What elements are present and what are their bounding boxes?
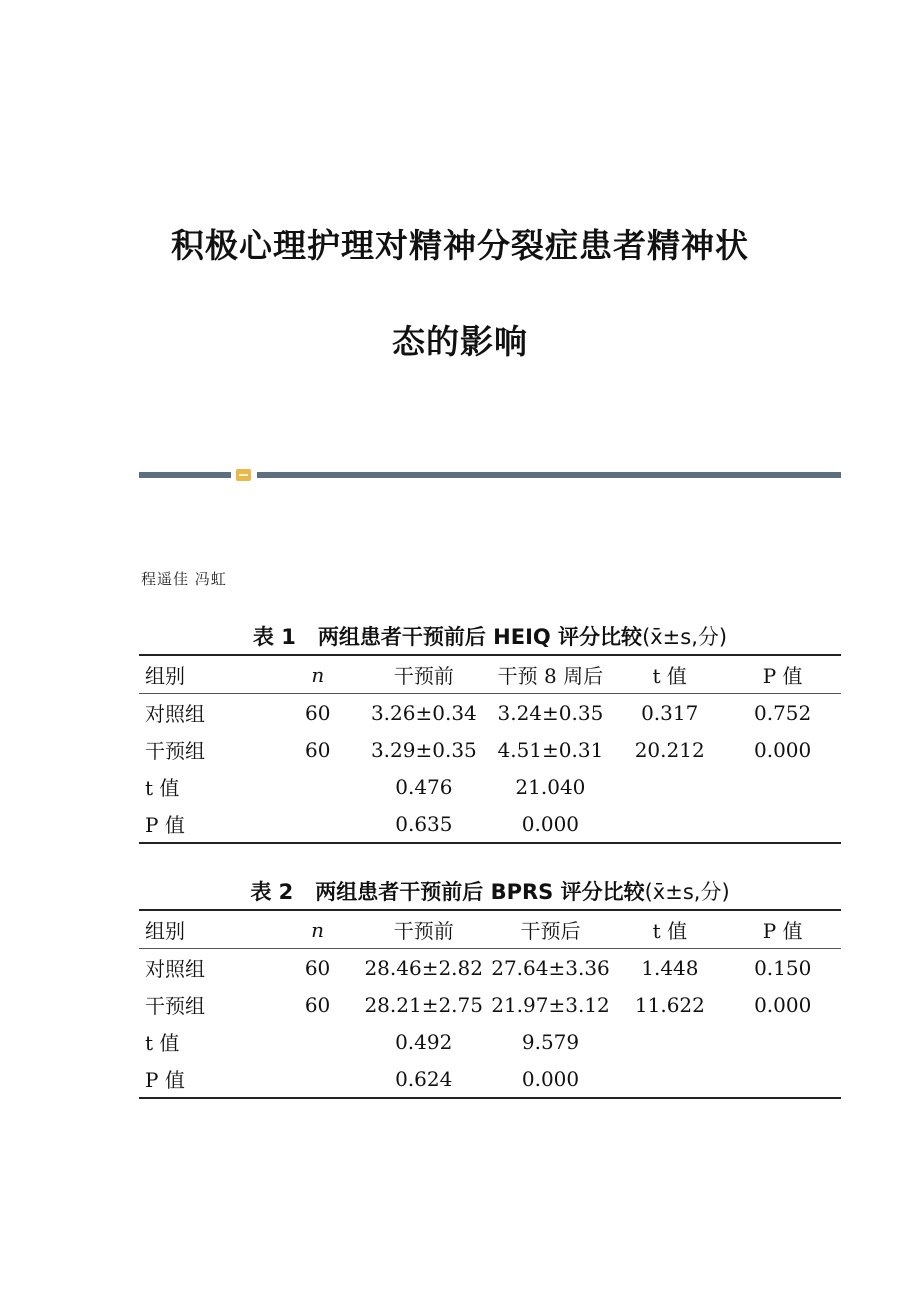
table-cell: 对照组	[145, 702, 205, 726]
table-cell: 0.150	[754, 955, 812, 980]
table-cell	[615, 768, 724, 805]
table-cell: 0.624	[395, 1066, 453, 1091]
header-cell: 组别	[139, 910, 273, 949]
table-cell: 3.29±0.35	[370, 737, 477, 762]
document-title-line-1: 积极心理护理对精神分裂症患者精神状	[171, 226, 749, 265]
header-cell: 干预 8 周后	[486, 655, 615, 694]
table-cell: t 值	[145, 1031, 180, 1055]
table-cell: t 值	[145, 776, 180, 800]
table-cell	[615, 1023, 724, 1060]
divider-ornament-icon	[236, 469, 251, 481]
table-cell	[615, 1060, 724, 1098]
table-1	[139, 620, 841, 844]
header-cell: t 值	[615, 655, 724, 694]
table-row	[139, 1060, 841, 1098]
table-2-label: 表 2	[250, 880, 294, 904]
table-cell: 3.26±0.34	[370, 700, 477, 725]
header-cell: P 值	[724, 910, 841, 949]
table-cell: 21.040	[515, 774, 586, 799]
table-cell: 0.492	[395, 1029, 453, 1054]
table-1-title: 两组患者干预前后 HEIQ 评分比较	[317, 625, 643, 649]
table-cell	[273, 768, 362, 805]
title-divider	[139, 471, 841, 479]
header-cell: n	[273, 655, 362, 694]
table-2-title: 两组患者干预前后 BPRS 评分比较	[315, 880, 645, 904]
table-row	[139, 1023, 841, 1060]
table-cell: 28.46±2.82	[364, 955, 483, 980]
table-cell: 20.212	[634, 737, 705, 762]
header-cell: P 值	[724, 655, 841, 694]
header-cell: 干预前	[362, 910, 486, 949]
table-row	[139, 731, 841, 768]
table-cell	[273, 1023, 361, 1060]
table-cell: 60	[305, 700, 331, 725]
divider-bar-left	[139, 472, 231, 478]
table-cell	[273, 805, 362, 843]
table-cell: 0.317	[641, 700, 699, 725]
table-row	[139, 986, 841, 1023]
table-cell: 0.476	[395, 774, 453, 799]
document-title-line-2: 态的影响	[392, 322, 528, 361]
table-2	[139, 875, 841, 1099]
table-cell: 0.000	[754, 737, 812, 762]
table-cell: 1.448	[641, 955, 699, 980]
table-cell: 0.000	[521, 811, 580, 836]
header-cell: n	[273, 910, 361, 949]
table-cell: 60	[304, 992, 331, 1017]
table-row	[139, 805, 841, 843]
table-2-caption	[139, 875, 841, 909]
table-cell: P 值	[145, 1068, 185, 1092]
table-header-row	[139, 910, 841, 949]
table-1-caption	[139, 620, 841, 654]
table-cell: 9.579	[521, 1029, 580, 1054]
table-cell: 对照组	[145, 957, 205, 981]
header-cell: 干预后	[486, 910, 616, 949]
table-cell: 3.24±0.35	[497, 700, 604, 725]
table-cell	[273, 1060, 361, 1098]
table-cell: 0.752	[754, 700, 812, 725]
table-cell	[615, 805, 724, 843]
header-cell: 组别	[139, 655, 273, 694]
table-row	[139, 949, 841, 987]
table-cell: 0.635	[395, 811, 453, 836]
table-1-label: 表 1	[252, 625, 296, 649]
table-cell: 11.622	[634, 992, 705, 1017]
table-cell: 21.97±3.12	[491, 992, 610, 1017]
table-cell	[724, 1060, 841, 1098]
table-1-unit: (x̄±s,分)	[642, 625, 728, 649]
table-cell: 4.51±0.31	[497, 737, 604, 762]
table-cell: 0.000	[754, 992, 812, 1017]
table-cell: 60	[304, 955, 331, 980]
table-header-row	[139, 655, 841, 694]
table-cell	[724, 768, 841, 805]
table-row	[139, 694, 841, 732]
table-cell: P 值	[145, 813, 185, 837]
table-cell	[724, 1023, 841, 1060]
table-2-grid	[139, 909, 841, 1099]
table-2-unit: (x̄±s,分)	[644, 880, 730, 904]
table-cell: 干预组	[145, 739, 205, 763]
table-cell: 干预组	[145, 994, 205, 1018]
header-cell: 干预前	[362, 655, 486, 694]
authors: 程遥佳 冯虹	[141, 570, 227, 588]
table-row	[139, 768, 841, 805]
header-cell: t 值	[615, 910, 724, 949]
table-cell	[724, 805, 841, 843]
divider-bar-right	[257, 472, 841, 478]
table-cell: 60	[305, 737, 331, 762]
table-cell: 0.000	[521, 1066, 580, 1091]
table-1-grid	[139, 654, 841, 844]
table-cell: 28.21±2.75	[364, 992, 483, 1017]
table-cell: 27.64±3.36	[491, 955, 610, 980]
